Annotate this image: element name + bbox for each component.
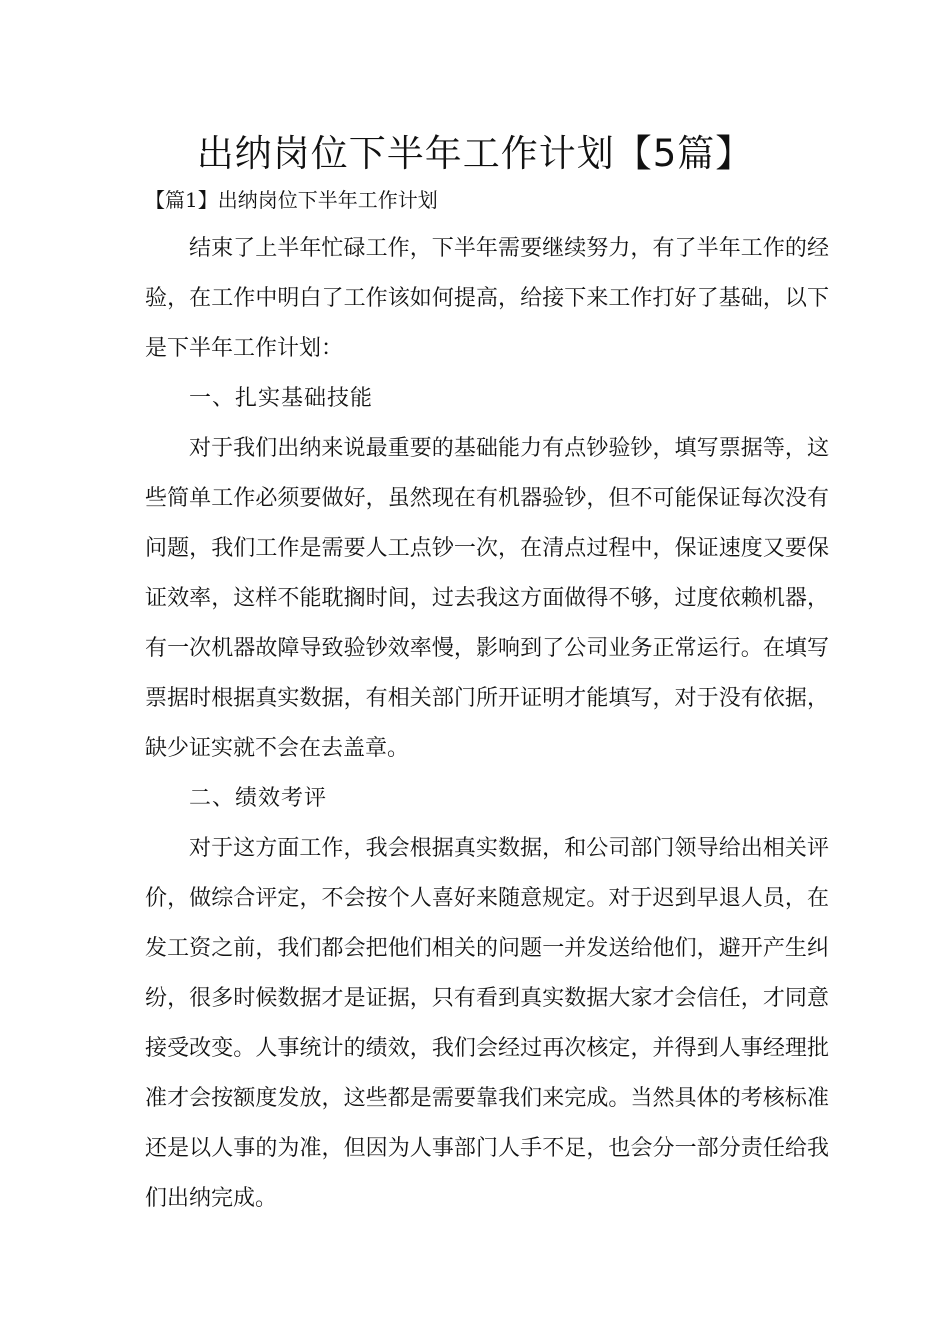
subsection-heading: 一、扎实基础技能 [189, 386, 374, 411]
section-heading: 【篇1】出纳岗位下半年工作计划 [145, 188, 438, 212]
body-paragraph: 对于我们出纳来说最重要的基础能力有点钞验钞，填写票据等，这些简单工作必须要做好，虽然现在有机器验钞，但不可能保证每次没有问题，我们工作是需要人工点钞一次，在清点过程中，保证速度又要保证效率，这样不能耽搁时间，过去我这方面做得不够，过度依赖机器，有一次机器故障导致验钞效率慢，影响到了公司业务正常运行。在填写票据时根据真实数据，有相关部门所开证明才能填写，对于没有依据，缺少证实就不会在去盖章。 [145, 436, 829, 761]
subsection-heading: 二、绩效考评 [189, 786, 328, 811]
body-paragraph: 对于这方面工作，我会根据真实数据，和公司部门领导给出相关评价，做综合评定，不会按个人喜好来随意规定。对于迟到早退人员，在发工资之前，我们都会把他们相关的问题一并发送给他们，避开产生纠纷，很多时候数据才是证据，只有看到真实数据大家才会信任，才同意接受改变。人事统计的绩效，我们会经过再次核定，并得到人事经理批准才会按额度发放，这些都是需要靠我们来完成。当然具体的考核标准还是以人事的为准，但因为人事部门人手不足，也会分一部分责任给我们出纳完成。 [145, 836, 829, 1211]
document-title: 出纳岗位下半年工作计划【5篇】 [196, 132, 754, 175]
body-paragraph: 结束了上半年忙碌工作，下半年需要继续努力，有了半年工作的经验，在工作中明白了工作该如何提高，给接下来工作打好了基础，以下是下半年工作计划： [145, 236, 829, 361]
document-body [145, 224, 829, 1224]
